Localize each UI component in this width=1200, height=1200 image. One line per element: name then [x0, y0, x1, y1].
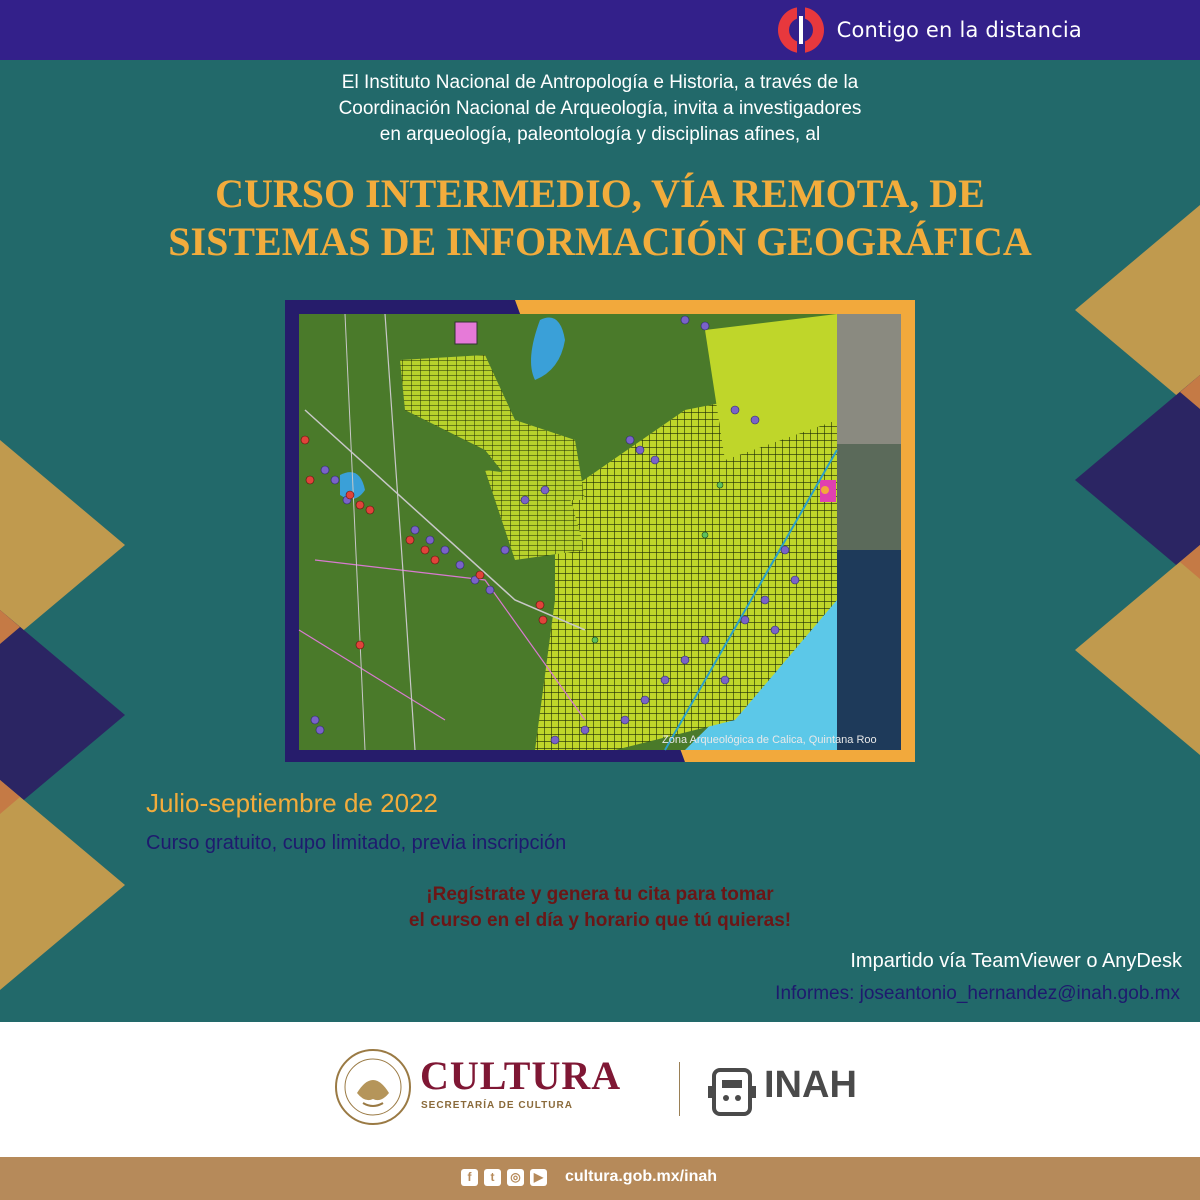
cta-line: ¡Regístrate y genera tu cita para tomar	[426, 884, 774, 905]
intro-line: El Instituto Nacional de Antropología e Historia, a través de la	[341, 72, 859, 93]
title-line: SISTEMAS DE INFORMACIÓN GEOGRÁFICA	[168, 219, 1032, 264]
instagram-icon[interactable]: ◎	[507, 1169, 524, 1186]
bottom-bar	[0, 1157, 1200, 1200]
top-banner	[0, 0, 1200, 60]
sponsor-footer	[0, 1022, 1200, 1157]
title-line: CURSO INTERMEDIO, VÍA REMOTA, DE	[215, 171, 985, 216]
course-title	[60, 170, 1140, 266]
mexico-seal-icon	[333, 1047, 413, 1127]
brand-text: Contigo en la distancia	[836, 18, 1082, 42]
inah-logo-text: INAH	[764, 1064, 857, 1106]
intro-text	[150, 70, 1050, 148]
map-caption: Zona Arqueológica de Calica, Quintana Roo	[662, 734, 877, 746]
intro-line: en arqueología, paleontología y disciplinas afines, al	[379, 124, 821, 145]
contigo-en-la-distancia-logo	[775, 6, 827, 54]
brand	[775, 6, 1082, 54]
youtube-icon[interactable]: ▶	[530, 1169, 547, 1186]
course-conditions: Curso gratuito, cupo limitado, previa inscripción	[146, 832, 567, 854]
platform-info: Impartido vía TeamViewer o AnyDesk	[850, 950, 1182, 972]
intro-line: Coordinación Nacional de Arqueología, invita a investigadores	[338, 98, 862, 119]
facebook-icon[interactable]: f	[461, 1169, 478, 1186]
website-link[interactable]: cultura.gob.mx/inah	[565, 1168, 718, 1185]
logo-divider	[679, 1062, 680, 1116]
course-dates: Julio-septiembre de 2022	[146, 788, 438, 818]
inah-glyph-icon	[706, 1064, 758, 1120]
twitter-icon[interactable]: t	[484, 1169, 501, 1186]
cultura-logo-text: CULTURA	[420, 1053, 622, 1098]
registration-callout	[300, 882, 900, 934]
contact-email[interactable]: Informes: joseantonio_hernandez@inah.gob.mx	[775, 983, 1180, 1004]
cta-line: el curso en el día y horario que tú quieras!	[408, 910, 792, 931]
poster-body	[0, 60, 1200, 1022]
social-links	[461, 1169, 547, 1186]
gis-map-image	[285, 300, 915, 762]
cultura-subtitle: SECRETARÍA DE CULTURA	[421, 1100, 573, 1111]
